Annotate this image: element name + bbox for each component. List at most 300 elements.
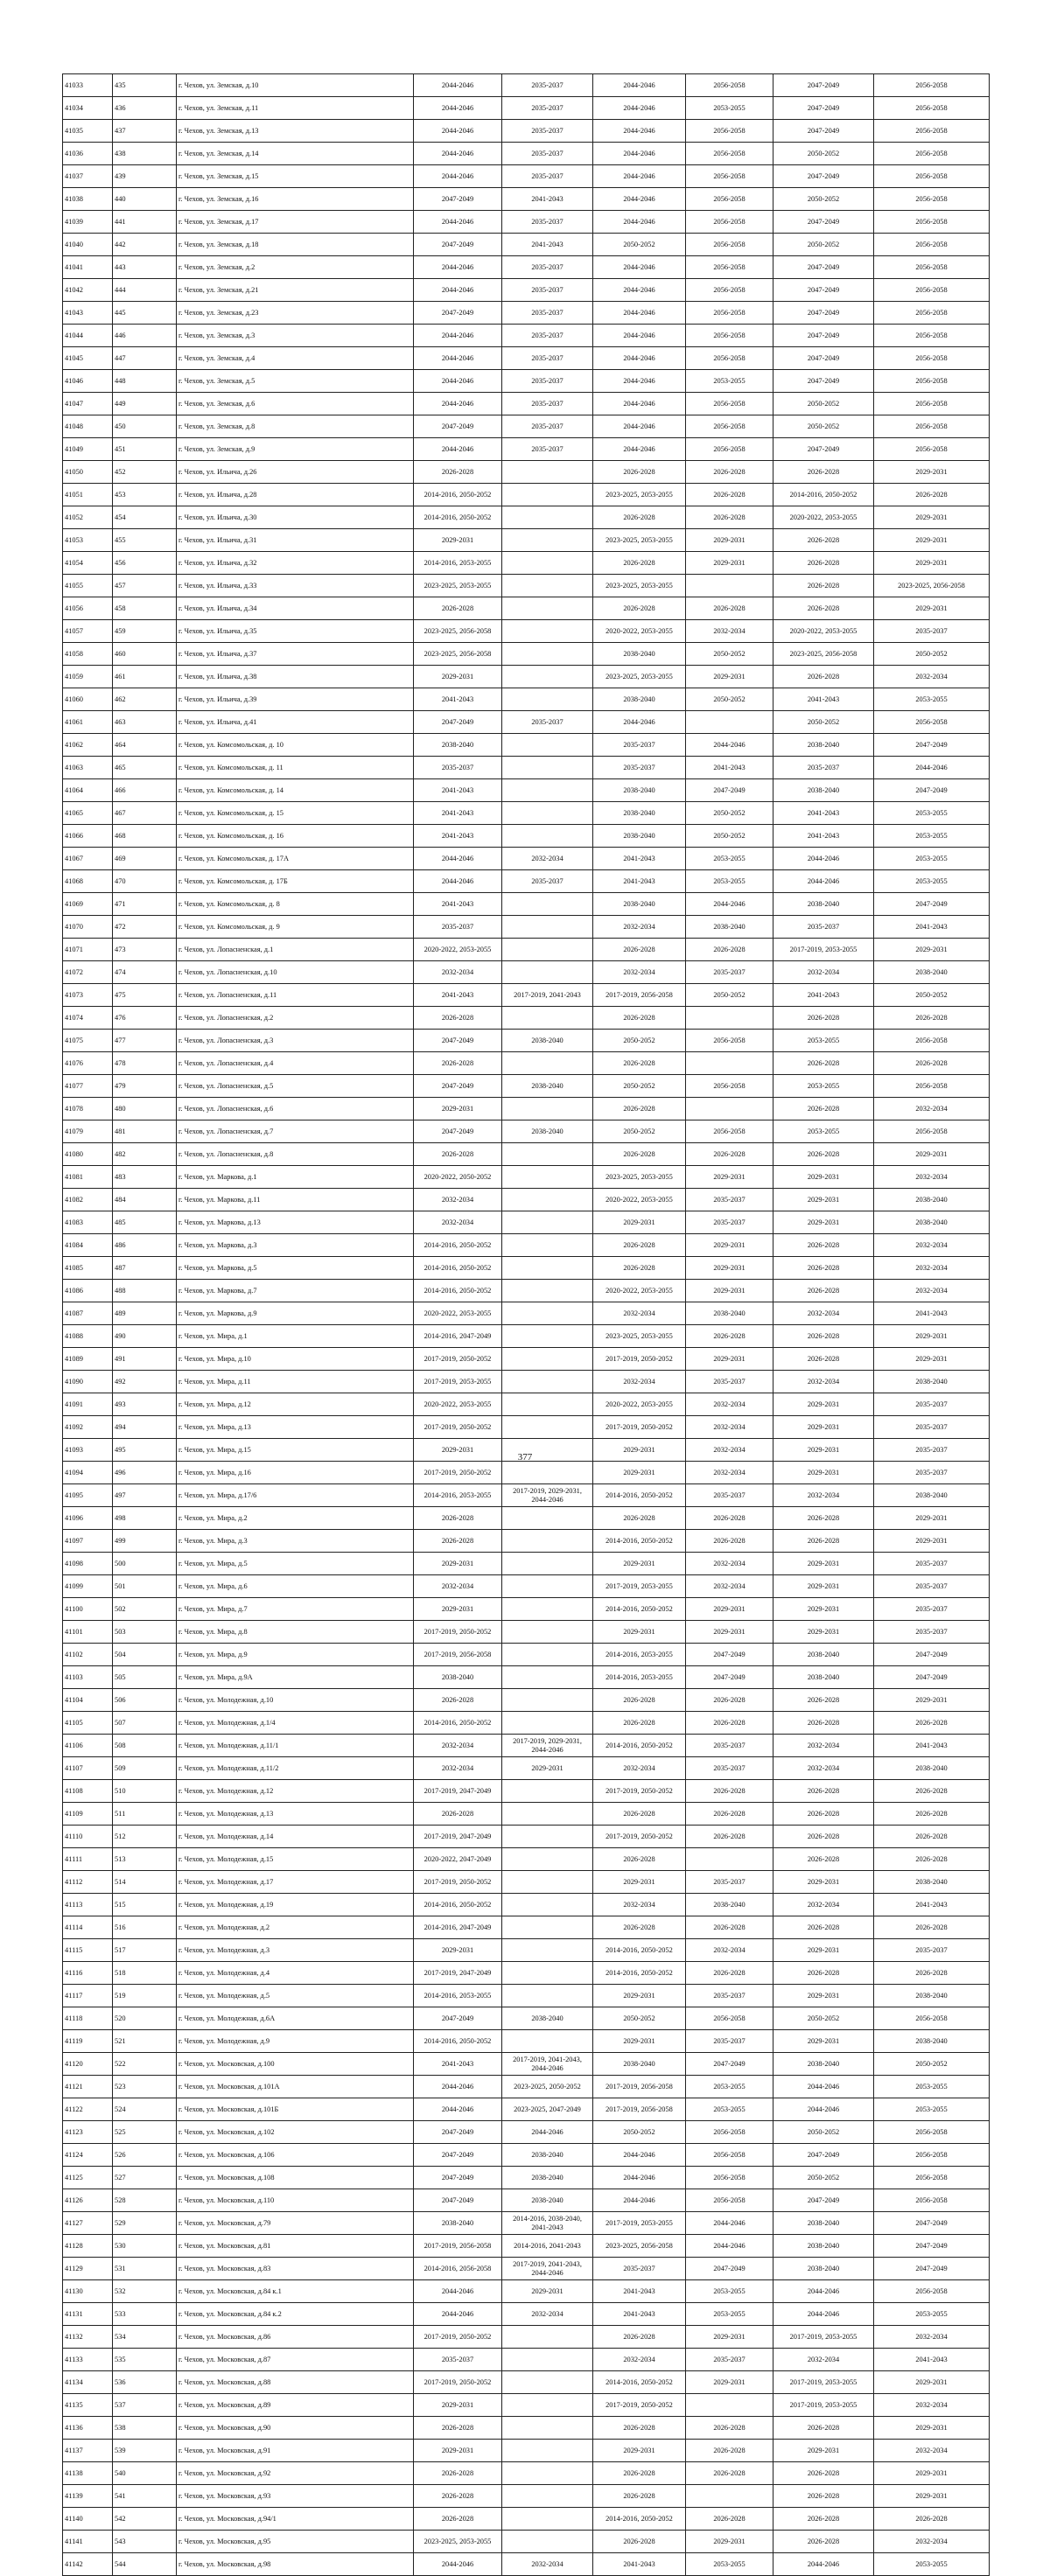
cell-p2 xyxy=(502,1826,593,1848)
cell-p6: 2056-2058 xyxy=(874,188,990,211)
cell-p1: 2038-2040 xyxy=(414,1666,502,1689)
cell-p6: 2038-2040 xyxy=(874,1189,990,1211)
cell-p3: 2029-2031 xyxy=(593,1211,686,1234)
cell-p6: 2047-2049 xyxy=(874,2212,990,2235)
cell-p2: 2035-2037 xyxy=(502,211,593,234)
cell-p5: 2029-2031 xyxy=(774,1416,874,1439)
cell-p3: 2032-2034 xyxy=(593,2349,686,2371)
cell-num: 470 xyxy=(113,870,177,893)
cell-num: 518 xyxy=(113,1962,177,1985)
cell-num: 462 xyxy=(113,688,177,711)
cell-p1: 2017-2019, 2056-2058 xyxy=(414,2235,502,2258)
cell-p3: 2017-2019, 2056-2058 xyxy=(593,2076,686,2098)
cell-p2 xyxy=(502,529,593,552)
cell-num: 514 xyxy=(113,1871,177,1894)
cell-p1: 2047-2049 xyxy=(414,302,502,325)
cell-p2 xyxy=(502,1985,593,2007)
cell-p6: 2056-2058 xyxy=(874,2007,990,2030)
cell-p2 xyxy=(502,1348,593,1371)
cell-p5: 2026-2028 xyxy=(774,1257,874,1280)
cell-p1: 2044-2046 xyxy=(414,97,502,120)
cell-p4: 2026-2028 xyxy=(686,1780,774,1803)
cell-id: 41050 xyxy=(63,461,113,484)
cell-p1: 2026-2028 xyxy=(414,2462,502,2485)
cell-p1: 2017-2019, 2050-2052 xyxy=(414,1348,502,1371)
cell-address: г. Чехов, ул. Молодежная, д.17 xyxy=(177,1871,414,1894)
cell-p6: 2041-2043 xyxy=(874,1735,990,1757)
cell-num: 452 xyxy=(113,461,177,484)
cell-p4: 2056-2058 xyxy=(686,2167,774,2189)
cell-p2: 2035-2037 xyxy=(502,870,593,893)
cell-p4: 2056-2058 xyxy=(686,188,774,211)
table-row xyxy=(63,1120,990,1143)
cell-num: 485 xyxy=(113,1211,177,1234)
cell-p5: 2050-2052 xyxy=(774,143,874,165)
cell-num: 513 xyxy=(113,1848,177,1871)
table-row xyxy=(63,1302,990,1325)
cell-address: г. Чехов, ул. Мира, д.7 xyxy=(177,1598,414,1621)
cell-id: 41103 xyxy=(63,1666,113,1689)
cell-id: 41099 xyxy=(63,1575,113,1598)
cell-p1: 2026-2028 xyxy=(414,1689,502,1712)
cell-id: 41080 xyxy=(63,1143,113,1166)
cell-p4: 2032-2034 xyxy=(686,1393,774,1416)
cell-p5: 2047-2049 xyxy=(774,2189,874,2212)
cell-p5: 2029-2031 xyxy=(774,1189,874,1211)
cell-num: 534 xyxy=(113,2326,177,2349)
table-row xyxy=(63,1803,990,1826)
cell-p1: 2023-2025, 2053-2055 xyxy=(414,2531,502,2553)
cell-num: 520 xyxy=(113,2007,177,2030)
table-row xyxy=(63,484,990,506)
cell-address: г. Чехов, ул. Комсомольская, д. 15 xyxy=(177,802,414,825)
cell-p5: 2029-2031 xyxy=(774,1871,874,1894)
cell-id: 41128 xyxy=(63,2235,113,2258)
cell-p4: 2038-2040 xyxy=(686,916,774,939)
cell-p1: 2026-2028 xyxy=(414,1530,502,1553)
cell-num: 446 xyxy=(113,325,177,347)
table-row xyxy=(63,802,990,825)
cell-p5: 2032-2034 xyxy=(774,1757,874,1780)
cell-num: 445 xyxy=(113,302,177,325)
cell-p2 xyxy=(502,1280,593,1302)
table-row xyxy=(63,620,990,643)
cell-address: г. Чехов, ул. Мира, д.11 xyxy=(177,1371,414,1393)
cell-num: 443 xyxy=(113,256,177,279)
cell-id: 41118 xyxy=(63,2007,113,2030)
cell-p4: 2053-2055 xyxy=(686,2303,774,2326)
cell-p6: 2047-2049 xyxy=(874,1644,990,1666)
cell-p3: 2026-2028 xyxy=(593,939,686,961)
cell-p2 xyxy=(502,1666,593,1689)
cell-num: 541 xyxy=(113,2485,177,2508)
table-row xyxy=(63,347,990,370)
cell-p1: 2029-2031 xyxy=(414,529,502,552)
cell-id: 41071 xyxy=(63,939,113,961)
cell-p5: 2020-2022, 2053-2055 xyxy=(774,506,874,529)
cell-p2 xyxy=(502,688,593,711)
cell-num: 474 xyxy=(113,961,177,984)
cell-p3: 2044-2046 xyxy=(593,256,686,279)
cell-p3: 2017-2019, 2050-2052 xyxy=(593,1416,686,1439)
cell-num: 442 xyxy=(113,234,177,256)
cell-address: г. Чехов, ул. Ильича, д.26 xyxy=(177,461,414,484)
cell-num: 507 xyxy=(113,1712,177,1735)
cell-address: г. Чехов, ул. Лопасненская, д.3 xyxy=(177,1030,414,1052)
cell-p3: 2044-2046 xyxy=(593,74,686,97)
cell-p6: 2056-2058 xyxy=(874,2189,990,2212)
cell-p3: 2032-2034 xyxy=(593,961,686,984)
cell-num: 489 xyxy=(113,1302,177,1325)
cell-address: г. Чехов, ул. Молодежная, д.5 xyxy=(177,1985,414,2007)
cell-id: 41096 xyxy=(63,1507,113,1530)
cell-id: 41124 xyxy=(63,2144,113,2167)
cell-p3: 2044-2046 xyxy=(593,2167,686,2189)
cell-id: 41084 xyxy=(63,1234,113,1257)
table-row xyxy=(63,597,990,620)
cell-num: 458 xyxy=(113,597,177,620)
cell-p2: 2035-2037 xyxy=(502,74,593,97)
table-row xyxy=(63,1030,990,1052)
cell-address: г. Чехов, ул. Мира, д.12 xyxy=(177,1393,414,1416)
cell-address: г. Чехов, ул. Маркова, д.1 xyxy=(177,1166,414,1189)
cell-p3: 2035-2037 xyxy=(593,757,686,779)
cell-address: г. Чехов, ул. Лопасненская, д.11 xyxy=(177,984,414,1007)
cell-p2: 2032-2034 xyxy=(502,2553,593,2576)
cell-p5: 2026-2028 xyxy=(774,2508,874,2531)
table-row xyxy=(63,1143,990,1166)
cell-p1: 2044-2046 xyxy=(414,256,502,279)
cell-num: 453 xyxy=(113,484,177,506)
cell-p2 xyxy=(502,484,593,506)
cell-address: г. Чехов, ул. Молодежная, д.11/2 xyxy=(177,1757,414,1780)
cell-p1: 2014-2016, 2050-2052 xyxy=(414,2030,502,2053)
cell-p3: 2050-2052 xyxy=(593,2007,686,2030)
cell-p5: 2026-2028 xyxy=(774,1280,874,1302)
cell-p5: 2047-2049 xyxy=(774,256,874,279)
cell-id: 41111 xyxy=(63,1848,113,1871)
cell-address: г. Чехов, ул. Московская, д.84 к.2 xyxy=(177,2303,414,2326)
cell-p3: 2038-2040 xyxy=(593,802,686,825)
table-row xyxy=(63,2098,990,2121)
cell-num: 476 xyxy=(113,1007,177,1030)
cell-p6: 2026-2028 xyxy=(874,1962,990,1985)
cell-p2: 2017-2019, 2029-2031, 2044-2046 xyxy=(502,1484,593,1507)
cell-p5: 2053-2055 xyxy=(774,1075,874,1098)
cell-p4 xyxy=(686,711,774,734)
cell-p6: 2056-2058 xyxy=(874,347,990,370)
cell-p6: 2029-2031 xyxy=(874,529,990,552)
cell-p5: 2047-2049 xyxy=(774,120,874,143)
cell-p4: 2035-2037 xyxy=(686,1757,774,1780)
cell-p3: 2032-2034 xyxy=(593,1302,686,1325)
cell-p3: 2026-2028 xyxy=(593,1234,686,1257)
cell-p6: 2050-2052 xyxy=(874,984,990,1007)
cell-p2 xyxy=(502,1803,593,1826)
cell-p5: 2029-2031 xyxy=(774,1575,874,1598)
cell-p4: 2056-2058 xyxy=(686,1120,774,1143)
cell-p2 xyxy=(502,1575,593,1598)
cell-p3: 2014-2016, 2050-2052 xyxy=(593,2508,686,2531)
cell-p3: 2014-2016, 2050-2052 xyxy=(593,1962,686,1985)
cell-num: 448 xyxy=(113,370,177,393)
cell-p5: 2041-2043 xyxy=(774,984,874,1007)
cell-p6: 2026-2028 xyxy=(874,484,990,506)
cell-p4: 2056-2058 xyxy=(686,211,774,234)
cell-address: г. Чехов, ул. Московская, д.101Б xyxy=(177,2098,414,2121)
cell-num: 461 xyxy=(113,666,177,688)
table-row xyxy=(63,1985,990,2007)
table-body xyxy=(63,74,990,2576)
cell-p3: 2014-2016, 2050-2052 xyxy=(593,1939,686,1962)
cell-address: г. Чехов, ул. Мира, д.17/6 xyxy=(177,1484,414,1507)
cell-p1: 2032-2034 xyxy=(414,1211,502,1234)
cell-p5: 2017-2019, 2053-2055 xyxy=(774,939,874,961)
cell-p5: 2038-2040 xyxy=(774,779,874,802)
cell-id: 41091 xyxy=(63,1393,113,1416)
cell-p4: 2044-2046 xyxy=(686,734,774,757)
cell-p1: 2047-2049 xyxy=(414,234,502,256)
cell-p2 xyxy=(502,1939,593,1962)
cell-id: 41044 xyxy=(63,325,113,347)
cell-p2: 2035-2037 xyxy=(502,325,593,347)
cell-p1: 2017-2019, 2050-2052 xyxy=(414,1416,502,1439)
cell-p6: 2056-2058 xyxy=(874,279,990,302)
cell-p4: 2038-2040 xyxy=(686,1894,774,1916)
table-row xyxy=(63,2349,990,2371)
table-row xyxy=(63,1507,990,1530)
cell-p1: 2047-2049 xyxy=(414,2167,502,2189)
cell-p2 xyxy=(502,1462,593,1484)
cell-p2 xyxy=(502,2531,593,2553)
cell-p2 xyxy=(502,2417,593,2440)
cell-p5: 2041-2043 xyxy=(774,802,874,825)
cell-p3: 2014-2016, 2053-2055 xyxy=(593,1666,686,1689)
table-row xyxy=(63,2144,990,2167)
cell-p5: 2026-2028 xyxy=(774,2462,874,2485)
cell-p4: 2053-2055 xyxy=(686,2098,774,2121)
cell-p6: 2056-2058 xyxy=(874,211,990,234)
cell-p6: 2032-2034 xyxy=(874,1166,990,1189)
table-row xyxy=(63,415,990,438)
cell-id: 41052 xyxy=(63,506,113,529)
cell-p3: 2014-2016, 2050-2052 xyxy=(593,1530,686,1553)
cell-p6: 2026-2028 xyxy=(874,1848,990,1871)
cell-address: г. Чехов, ул. Земская, д.10 xyxy=(177,74,414,97)
cell-p5: 2029-2031 xyxy=(774,2440,874,2462)
cell-num: 498 xyxy=(113,1507,177,1530)
table-row xyxy=(63,211,990,234)
cell-p3: 2017-2019, 2050-2052 xyxy=(593,1826,686,1848)
cell-id: 41132 xyxy=(63,2326,113,2349)
cell-p5: 2041-2043 xyxy=(774,825,874,848)
cell-p3: 2032-2034 xyxy=(593,1757,686,1780)
table-row xyxy=(63,1348,990,1371)
cell-p3: 2029-2031 xyxy=(593,1871,686,1894)
cell-address: г. Чехов, ул. Молодежная, д.6А xyxy=(177,2007,414,2030)
cell-p3: 2029-2031 xyxy=(593,2440,686,2462)
cell-address: г. Чехов, ул. Ильича, д.38 xyxy=(177,666,414,688)
cell-id: 41092 xyxy=(63,1416,113,1439)
cell-p6: 2038-2040 xyxy=(874,1371,990,1393)
cell-p2 xyxy=(502,1871,593,1894)
cell-num: 544 xyxy=(113,2553,177,2576)
table-row xyxy=(63,143,990,165)
cell-address: г. Чехов, ул. Земская, д.14 xyxy=(177,143,414,165)
cell-p6: 2056-2058 xyxy=(874,2167,990,2189)
table-row xyxy=(63,1939,990,1962)
cell-p4: 2050-2052 xyxy=(686,688,774,711)
cell-p4: 2056-2058 xyxy=(686,347,774,370)
cell-address: г. Чехов, ул. Московская, д.110 xyxy=(177,2189,414,2212)
cell-p4: 2041-2043 xyxy=(686,757,774,779)
cell-num: 464 xyxy=(113,734,177,757)
table-row xyxy=(63,506,990,529)
cell-num: 456 xyxy=(113,552,177,575)
cell-p5: 2041-2043 xyxy=(774,688,874,711)
cell-address: г. Чехов, ул. Ильича, д.41 xyxy=(177,711,414,734)
cell-p2 xyxy=(502,779,593,802)
cell-address: г. Чехов, ул. Мира, д.9 xyxy=(177,1644,414,1666)
cell-p4: 2035-2037 xyxy=(686,1371,774,1393)
cell-p3: 2050-2052 xyxy=(593,1030,686,1052)
cell-p4: 2047-2049 xyxy=(686,1666,774,1689)
table-row xyxy=(63,1462,990,1484)
cell-p2 xyxy=(502,1507,593,1530)
table-row xyxy=(63,461,990,484)
cell-p3: 2032-2034 xyxy=(593,916,686,939)
cell-p5: 2053-2055 xyxy=(774,1030,874,1052)
cell-num: 538 xyxy=(113,2417,177,2440)
cell-p1: 2035-2037 xyxy=(414,916,502,939)
cell-p6: 2023-2025, 2056-2058 xyxy=(874,575,990,597)
cell-num: 440 xyxy=(113,188,177,211)
table-row xyxy=(63,1916,990,1939)
cell-p1: 2047-2049 xyxy=(414,1030,502,1052)
cell-id: 41048 xyxy=(63,415,113,438)
cell-num: 437 xyxy=(113,120,177,143)
cell-id: 41094 xyxy=(63,1462,113,1484)
cell-p5: 2029-2031 xyxy=(774,1553,874,1575)
cell-p4: 2047-2049 xyxy=(686,779,774,802)
cell-p2: 2035-2037 xyxy=(502,97,593,120)
cell-p2 xyxy=(502,1916,593,1939)
cell-p5: 2044-2046 xyxy=(774,2280,874,2303)
cell-id: 41142 xyxy=(63,2553,113,2576)
cell-id: 41033 xyxy=(63,74,113,97)
cell-p1: 2047-2049 xyxy=(414,2121,502,2144)
cell-p3: 2029-2031 xyxy=(593,1462,686,1484)
cell-id: 41083 xyxy=(63,1211,113,1234)
table-row xyxy=(63,1211,990,1234)
cell-num: 483 xyxy=(113,1166,177,1189)
cell-p1: 2014-2016, 2047-2049 xyxy=(414,1916,502,1939)
cell-p6: 2035-2037 xyxy=(874,1393,990,1416)
cell-address: г. Чехов, ул. Комсомольская, д. 17А xyxy=(177,848,414,870)
cell-num: 516 xyxy=(113,1916,177,1939)
cell-p6: 2047-2049 xyxy=(874,2258,990,2280)
cell-p2: 2035-2037 xyxy=(502,143,593,165)
cell-p3: 2014-2016, 2050-2052 xyxy=(593,1735,686,1757)
cell-p4: 2056-2058 xyxy=(686,165,774,188)
cell-id: 41113 xyxy=(63,1894,113,1916)
cell-p6: 2047-2049 xyxy=(874,734,990,757)
cell-address: г. Чехов, ул. Земская, д.15 xyxy=(177,165,414,188)
cell-p1: 2014-2016, 2050-2052 xyxy=(414,1280,502,1302)
cell-p5: 2026-2028 xyxy=(774,529,874,552)
cell-num: 532 xyxy=(113,2280,177,2303)
cell-p4: 2035-2037 xyxy=(686,1211,774,1234)
cell-address: г. Чехов, ул. Лопасненская, д.7 xyxy=(177,1120,414,1143)
cell-p5: 2044-2046 xyxy=(774,870,874,893)
cell-p4: 2029-2031 xyxy=(686,2326,774,2349)
cell-p2: 2017-2019, 2041-2043 xyxy=(502,984,593,1007)
cell-p6: 2056-2058 xyxy=(874,325,990,347)
cell-p1: 2014-2016, 2050-2052 xyxy=(414,1257,502,1280)
cell-p5: 2032-2034 xyxy=(774,961,874,984)
cell-num: 468 xyxy=(113,825,177,848)
cell-p2: 2035-2037 xyxy=(502,165,593,188)
cell-id: 41114 xyxy=(63,1916,113,1939)
table-row xyxy=(63,666,990,688)
cell-p4: 2056-2058 xyxy=(686,415,774,438)
cell-p3: 2044-2046 xyxy=(593,211,686,234)
cell-address: г. Чехов, ул. Московская, д.100 xyxy=(177,2053,414,2076)
cell-p2: 2038-2040 xyxy=(502,2144,593,2167)
cell-p4: 2056-2058 xyxy=(686,143,774,165)
cell-p6: 2047-2049 xyxy=(874,2235,990,2258)
cell-p3: 2029-2031 xyxy=(593,1621,686,1644)
cell-p3: 2041-2043 xyxy=(593,2553,686,2576)
cell-p3: 2032-2034 xyxy=(593,1894,686,1916)
cell-p4: 2032-2034 xyxy=(686,1462,774,1484)
cell-p2 xyxy=(502,643,593,666)
table-row xyxy=(63,1393,990,1416)
cell-p5: 2026-2028 xyxy=(774,1712,874,1735)
cell-id: 41077 xyxy=(63,1075,113,1098)
cell-p5: 2026-2028 xyxy=(774,1143,874,1166)
cell-p6: 2056-2058 xyxy=(874,438,990,461)
cell-p3: 2014-2016, 2050-2052 xyxy=(593,1598,686,1621)
table-row xyxy=(63,393,990,415)
cell-p6: 2053-2055 xyxy=(874,2098,990,2121)
cell-p5: 2023-2025, 2056-2058 xyxy=(774,643,874,666)
cell-p5: 2032-2034 xyxy=(774,1735,874,1757)
cell-p1: 2014-2016, 2050-2052 xyxy=(414,506,502,529)
cell-address: г. Чехов, ул. Московская, д.84 к.1 xyxy=(177,2280,414,2303)
table-row xyxy=(63,1371,990,1393)
cell-p2 xyxy=(502,916,593,939)
cell-num: 457 xyxy=(113,575,177,597)
cell-num: 488 xyxy=(113,1280,177,1302)
cell-id: 41035 xyxy=(63,120,113,143)
cell-p1: 2017-2019, 2047-2049 xyxy=(414,1826,502,1848)
cell-address: г. Чехов, ул. Мира, д.2 xyxy=(177,1507,414,1530)
cell-id: 41043 xyxy=(63,302,113,325)
cell-p2: 2035-2037 xyxy=(502,393,593,415)
cell-p5: 2032-2034 xyxy=(774,1894,874,1916)
cell-p3: 2026-2028 xyxy=(593,2417,686,2440)
cell-id: 41140 xyxy=(63,2508,113,2531)
cell-p6: 2056-2058 xyxy=(874,120,990,143)
cell-p6: 2026-2028 xyxy=(874,2508,990,2531)
cell-p6: 2029-2031 xyxy=(874,1325,990,1348)
cell-p2 xyxy=(502,1848,593,1871)
cell-p4: 2053-2055 xyxy=(686,2553,774,2576)
cell-p3: 2017-2019, 2056-2058 xyxy=(593,984,686,1007)
cell-p5: 2026-2028 xyxy=(774,1007,874,1030)
cell-p1: 2044-2046 xyxy=(414,120,502,143)
